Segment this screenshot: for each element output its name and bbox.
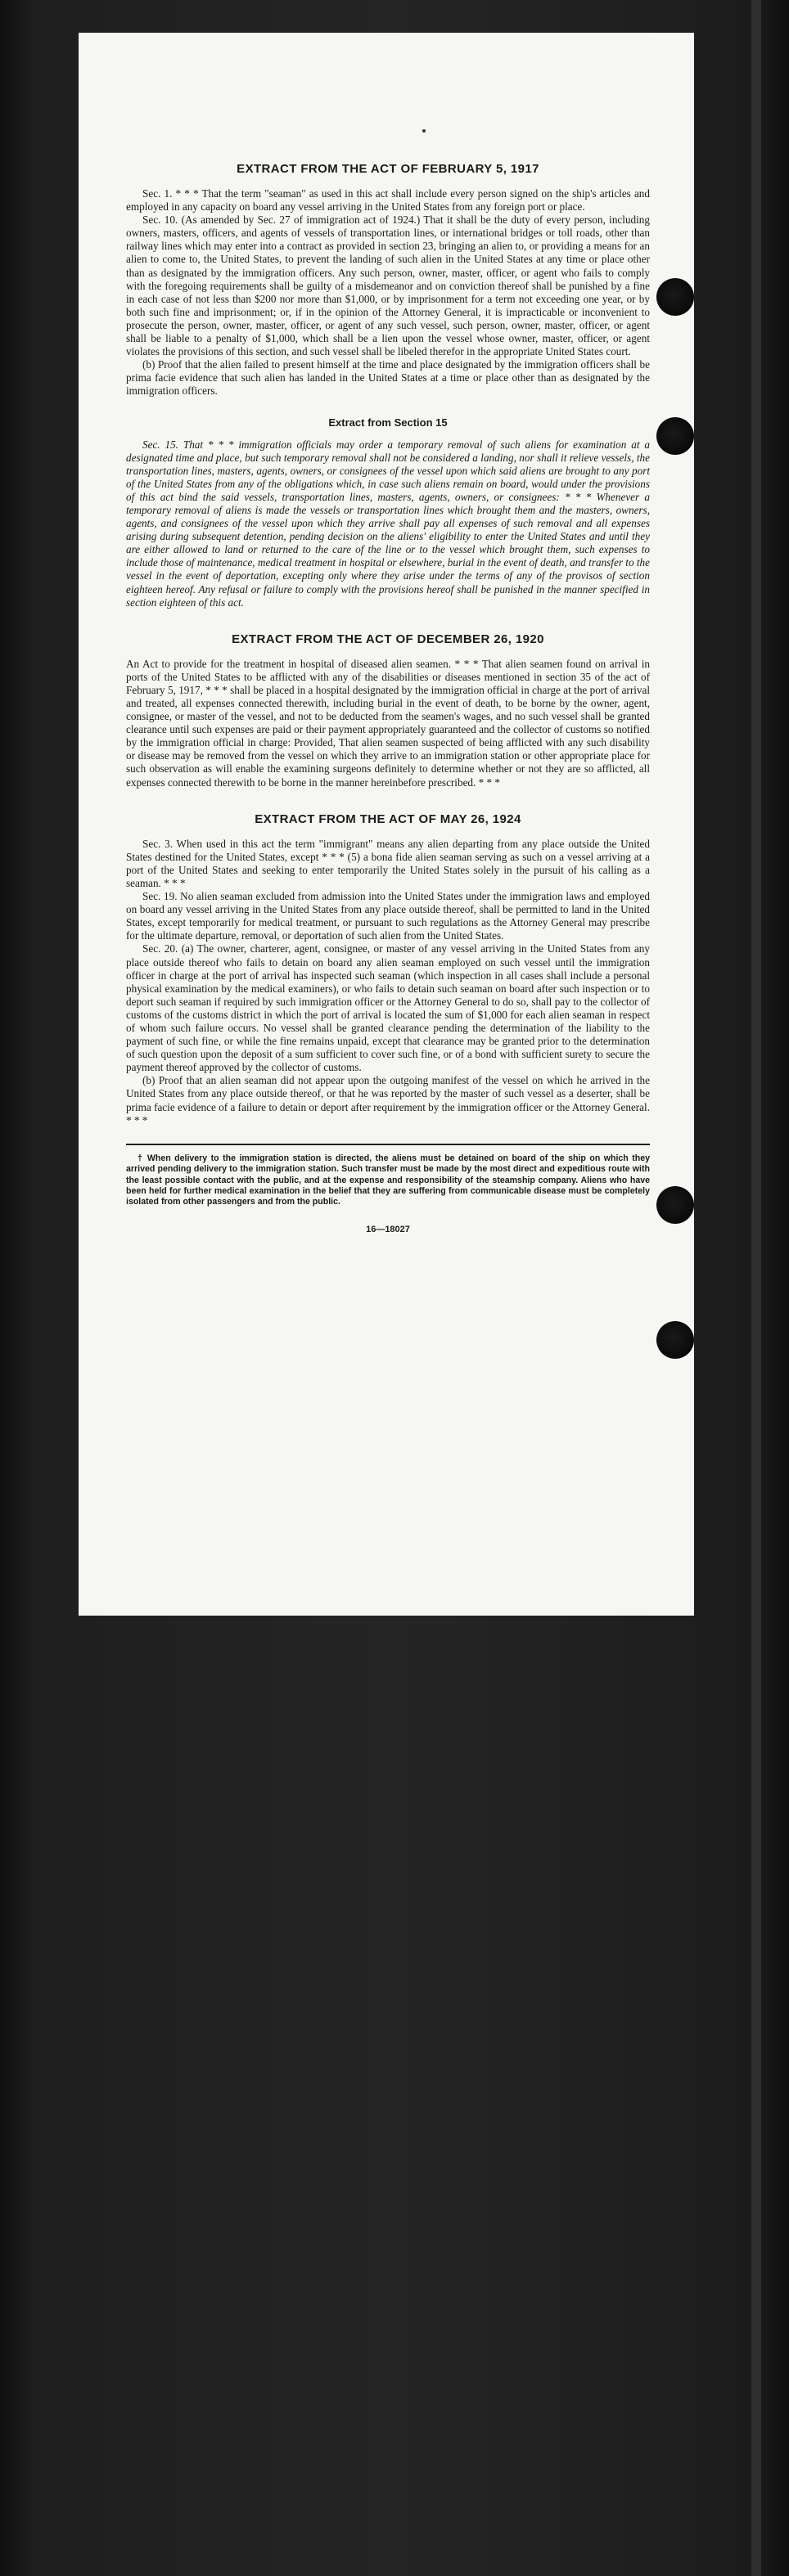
punch-hole-upper bbox=[656, 417, 694, 455]
document-page bbox=[79, 33, 694, 1616]
footnote-divider bbox=[126, 1144, 650, 1145]
film-edge-strip bbox=[751, 0, 761, 2576]
paragraph-act-1920: An Act to provide for the treatment in hospital of diseased alien seamen. * * * That alien seamen found on arrival in ports of the United States to be afflicted with any of the disabilities or diseases mentioned in section 35 of the act of February 5, 1917, * * * shall be placed in a hospital designated by the immigration official in charge at the port of arrival and treated, all expenses connected therewith, including burial in the event of death, to be borne by the owner, agent, consignee, or master of the vessel, and not to be deducted from the seamen's wages, and no such vessel shall be granted clearance until such expenses are paid or their payment appropriately guaranteed and the collector of customs so notified by the immigration official in charge: Provided, That alien seamen suspected of being afflicted with any such disability or disease may be removed from the vessel on which they arrive to an immigration station or other appropriate place for such observation as will enable the examining surgeons definitely to determine whether or not they are so afflicted, all expenses connected therewith to be borne in the manner hereinbefore prescribed. * * * bbox=[126, 657, 650, 789]
section-title-1920: EXTRACT FROM THE ACT OF DECEMBER 26, 1920 bbox=[232, 632, 544, 646]
punch-hole-bottom bbox=[656, 1321, 694, 1359]
section-title-1917: EXTRACT FROM THE ACT OF FEBRUARY 5, 1917 bbox=[237, 162, 539, 176]
paragraph-sec-1: Sec. 1. * * * That the term "seaman" as used in this act shall include every person signed on the ship's articles and employed in any capacity on board any vessel arriving in the United States from any foreign port or place. bbox=[126, 187, 650, 214]
punch-hole-lower bbox=[656, 1186, 694, 1224]
printer-code: 16—18027 bbox=[366, 1224, 410, 1234]
punch-hole-top bbox=[656, 278, 694, 316]
paragraph-sec-20-a: Sec. 20. (a) The owner, charterer, agent, consignee, or master of any vessel arriving in the United States from any place outside thereof who fails to detain on board any alien seaman employed on such vessel until the immigration officer in charge at the port of arrival has inspected such seaman (which inspection in all cases shall include a personal physical examination by the medical examiners), or who fails to detain such seaman on board after such inspection or to deport such seaman if required by such immigration officer or the Attorney General to do so, shall pay to the collector of customs of the customs district in which the port of arrival is located the sum of $1,000 for each alien seaman in respect of whom such failure occurs. No vessel shall be granted clearance pending the determination of the liability to the payment of such fine, or while the fine remains unpaid, except that clearance may be granted prior to the determination of such question upon the deposit of a sum sufficient to cover such fine, or of a bond with sufficient surety to secure the payment thereof approved by the collector of customs. bbox=[126, 942, 650, 1074]
section-title-15: Extract from Section 15 bbox=[328, 416, 448, 429]
section-title-1924: EXTRACT FROM THE ACT OF MAY 26, 1924 bbox=[255, 811, 521, 826]
paragraph-sec-19: Sec. 19. No alien seaman excluded from admission into the United States under the immigration laws and employed on board any vessel arriving in the United States from any place outside thereof, shall be permitted to land in the United States, except temporarily for medical treatment, or pursuant to such regulations as the Attorney General may prescribe for the ultimate departure, removal, or deportation of such alien from the United States. bbox=[126, 890, 650, 942]
footnote: † When delivery to the immigration station is directed, the aliens must be detained on board of the ship on which they arrived pending delivery to the immigration station. Such transfer must be made by the most direct and expeditious route with the least possible contact with the public, and at the expense and responsibility of the steamship company. Aliens who have been held for further medical examination in the belief that they are suffering from communicable disease must be completely isolated from other passengers and from the public. bbox=[126, 1153, 650, 1207]
page-dot-mark bbox=[422, 129, 426, 133]
paragraph-sec-15: Sec. 15. That * * * immigration officials may order a temporary removal of such aliens for examination at a designated time and place, but such temporary removal shall not be considered a landing, nor shall it relieve vessels, the transportation lines, masters, agents, owners, or consignees of the vessel upon which said aliens are brought to any port of the United States from any of the obligations which, in case such aliens remain on board, would under the provisions of this act bind the said vessels, transportation lines, masters, agents, owners, or consignees: * * * Whenever a temporary removal of aliens is made the vessels or transportation lines which brought them and the masters, owners, agents, and consignees of the vessel upon which they arrive shall pay all expenses of such removal and all expenses arising during subsequent detention, pending decision on the aliens' eligibility to enter the United States and until they are either allowed to land or returned to the care of the line or to the vessel which brought them, such expenses to include those of maintenance, medical treatment in hospital or elsewhere, burial in the event of death, and transfer to the vessel in the event of deportation, excepting only where they arise under the terms of any of the provisos of section eighteen hereof. Any refusal or failure to comply with the provisions hereof shall be punished in the manner specified in section eighteen of this act. bbox=[126, 438, 650, 609]
paragraph-sec-10: Sec. 10. (As amended by Sec. 27 of immigration act of 1924.) That it shall be the duty of every person, including owners, masters, officers, and agents of vessels of transportation lines, or international bridges or toll roads, other than railway lines which may enter into a contract as provided in section 23, bringing an alien to, or providing a means for an alien to come to, the United States, to prevent the landing of such alien in the United States at any time or place other than as designated by the immigration officers. Any such person, owner, master, officer, or agent who fails to comply with the foregoing requirements shall be guilty of a misdemeanor and on conviction thereof shall be punished by a fine in each case of not less than $200 nor more than $1,000, or by imprisonment for a term not exceeding one year, or by both such fine and imprisonment; or, if in the opinion of the Attorney General, it is impracticable or inconvenient to prosecute the person, owner, master, officer, or agent of any such vessel, such person, owner, master, officer, or agent shall be liable to a penalty of $1,000, which shall be a lien upon the vessel whose owner, master, officer, or agent violates the provisions of this section, and such vessel shall be libeled therefor in the appropriate United States court. bbox=[126, 214, 650, 358]
paragraph-sec-3: Sec. 3. When used in this act the term "immigrant" means any alien departing from any place outside the United States destined for the United States, except * * * (5) a bona fide alien seaman serving as such on a vessel arriving at a port of the United States and seeking to enter temporarily the United States solely in the pursuit of his calling as a seaman. * * * bbox=[126, 837, 650, 889]
paragraph-sec-10-b: (b) Proof that the alien failed to present himself at the time and place designated by the immigration officers shall be prima facie evidence that such alien has landed in the United States at a time or place other than as designated by the immigration officers. bbox=[126, 358, 650, 398]
paragraph-sec-20-b: (b) Proof that an alien seaman did not appear upon the outgoing manifest of the vessel on which he arrived in the United States from any place outside thereof, or that he was reported by the master of such vessel as a deserter, shall be prima facie evidence of a failure to detain or deport after requirement by the immigration officer or the Attorney General. * * * bbox=[126, 1074, 650, 1126]
